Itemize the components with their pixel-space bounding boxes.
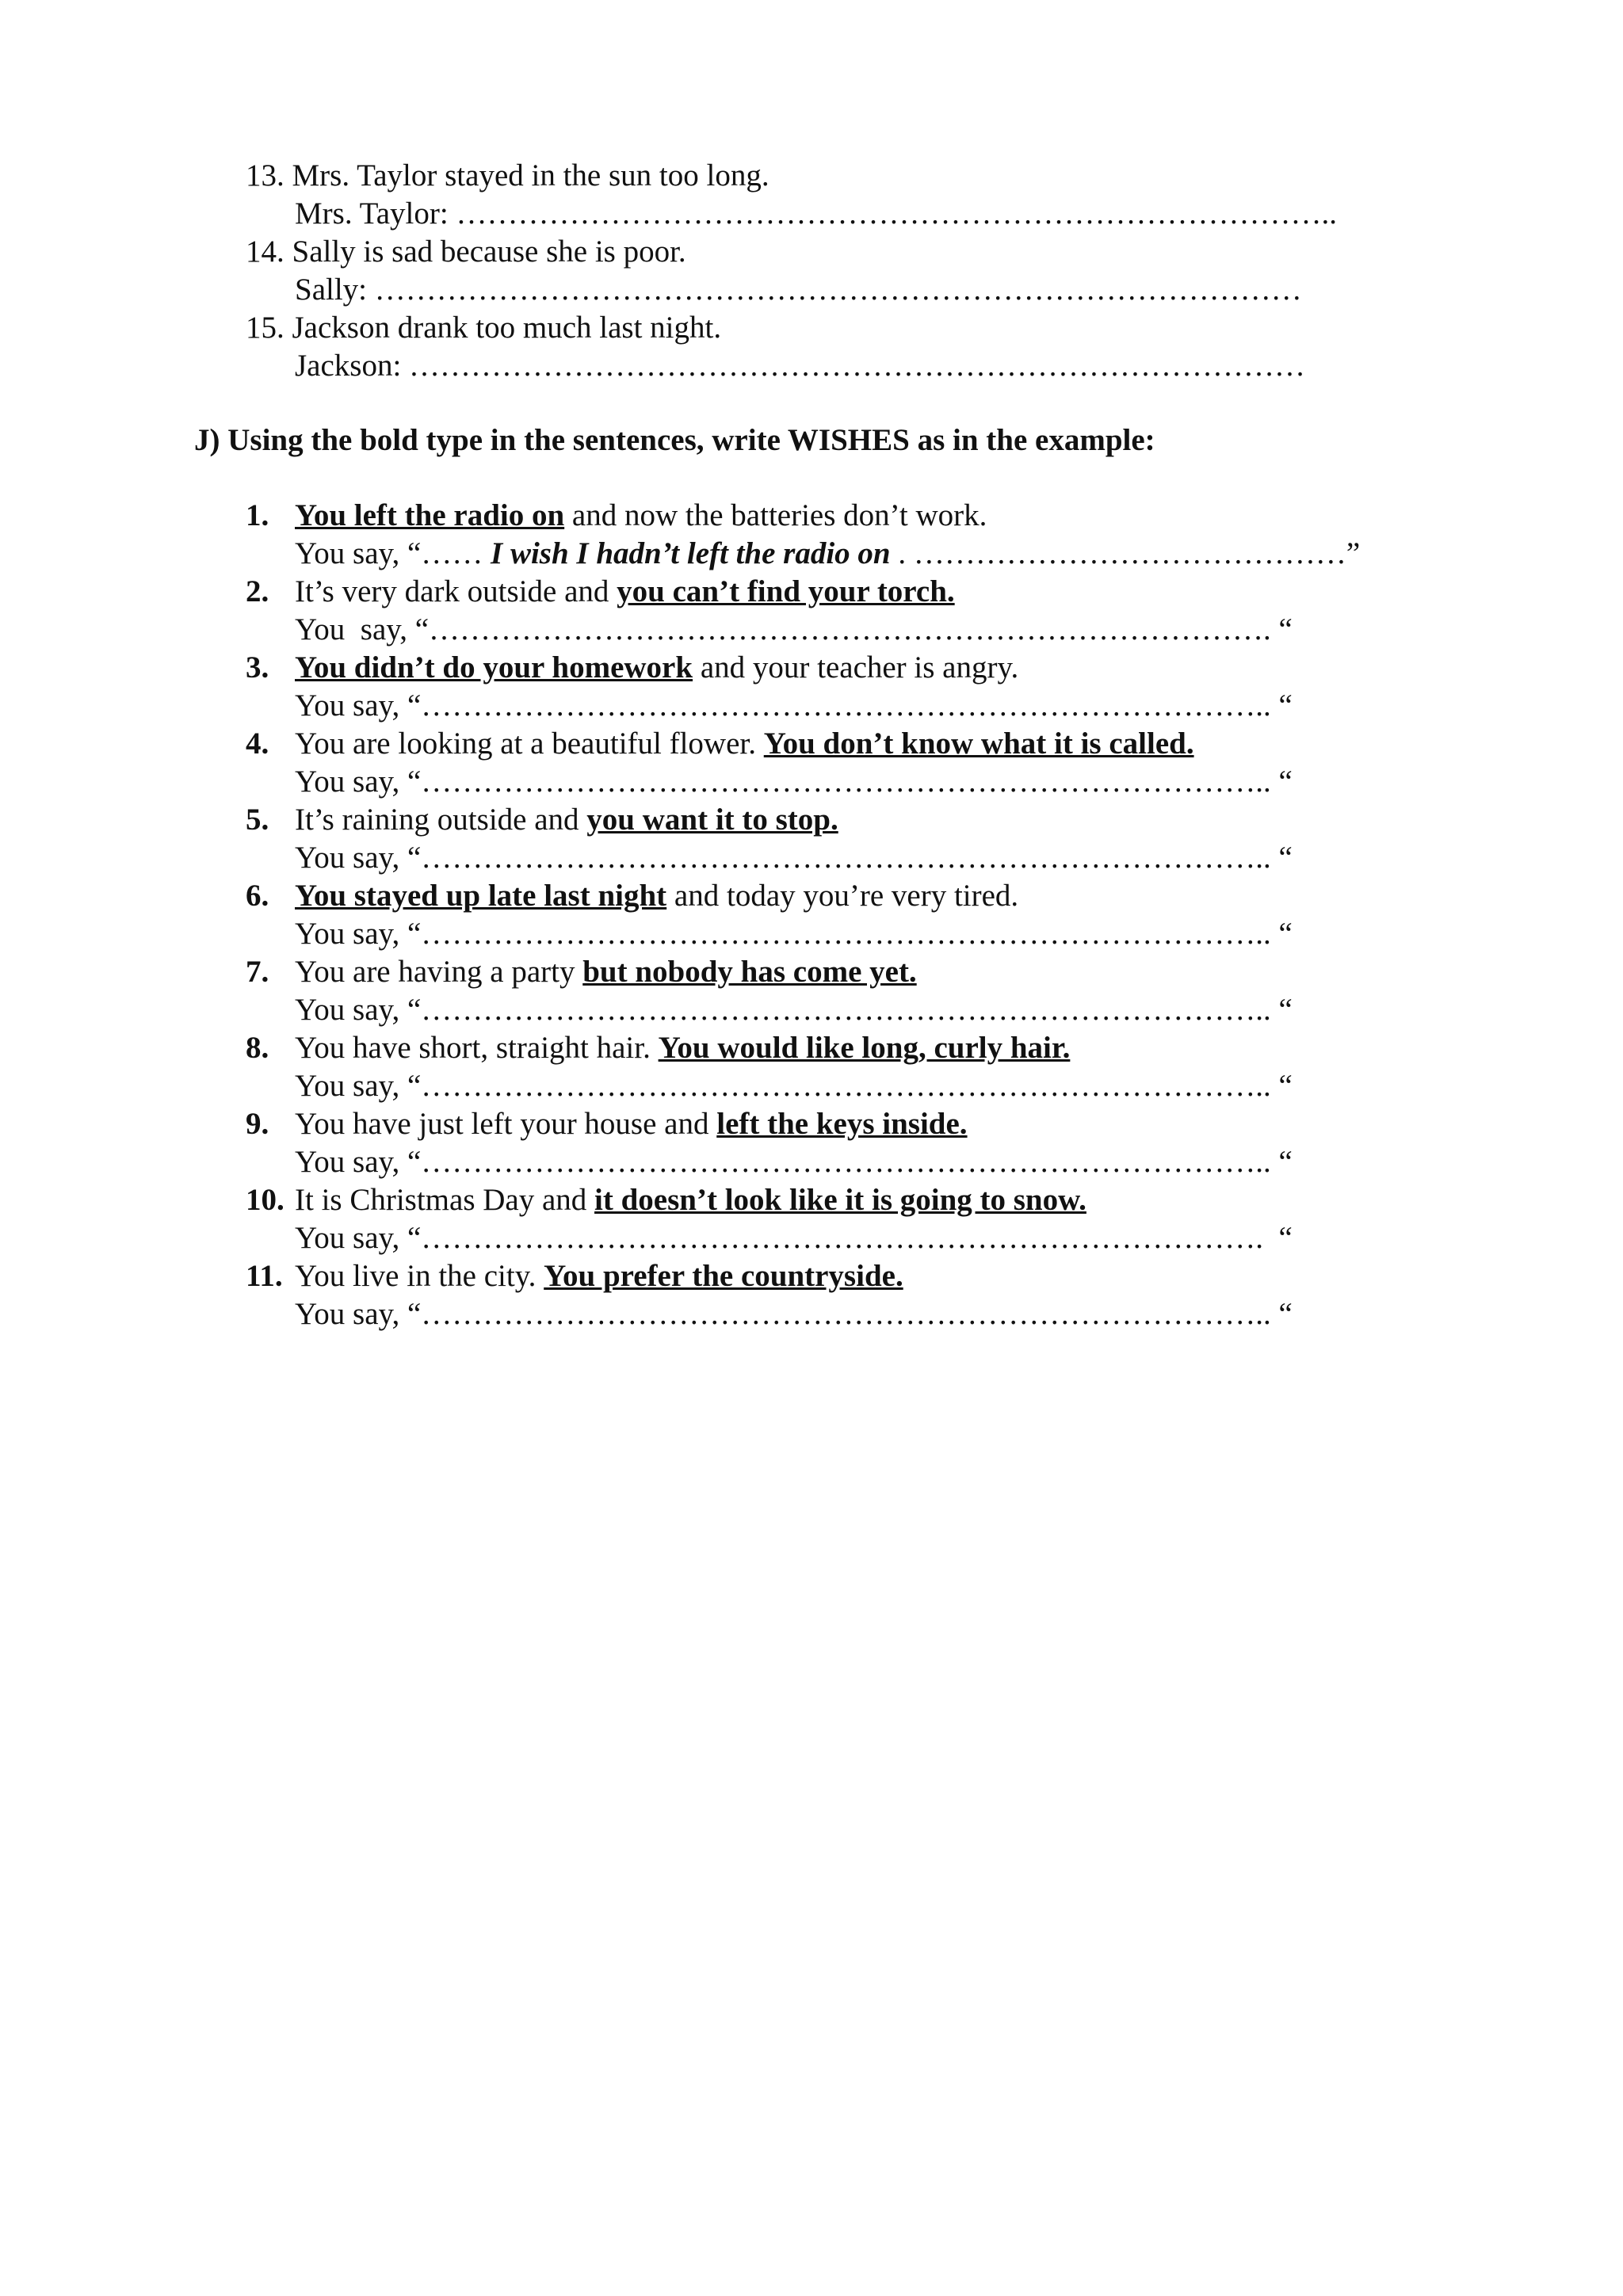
j-item-1-bold: You left the radio on [295, 498, 565, 532]
j-item-10-bold: it doesn’t look like it is going to snow. [594, 1183, 1086, 1217]
j-item-6-post: and today you’re very tired. [666, 879, 1019, 913]
j-item-4-number: 4. [246, 727, 269, 761]
j-item-2-sentence [246, 573, 955, 611]
item-14-sentence [246, 233, 686, 271]
item-13-sentence [246, 157, 769, 195]
j-item-5-answer-line: You say, “……………………………………………………………………….. “ [295, 841, 1293, 875]
j-item-3-bold: You didn’t do your homework [295, 650, 693, 685]
j-item-7-pre: You are having a party [295, 955, 583, 989]
j-item-8-bold: You would like long, curly hair. [658, 1031, 1071, 1065]
j-item-5-pre: It’s raining outside and [295, 803, 587, 837]
j-item-1-example: I wish I hadn’t left the radio on [491, 536, 891, 570]
j-item-8-number: 8. [246, 1031, 269, 1065]
item-15-sentence [246, 309, 721, 347]
j-item-6-bold: You stayed up late last night [295, 879, 667, 913]
j-item-4-pre: You are looking at a beautiful flower. [295, 727, 764, 761]
j-item-4-sentence [246, 725, 1194, 763]
j-item-3-sentence [246, 649, 1018, 687]
j-item-10-number: 10. [246, 1183, 285, 1217]
item-14-number: 14. [246, 235, 285, 269]
j-item-9-sentence [246, 1105, 968, 1143]
j-item-7-bold: but nobody has come yet. [582, 955, 917, 989]
item-14-text: Sally is sad because she is poor. [292, 235, 686, 269]
j-item-1-answer-line [295, 535, 1360, 573]
j-item-3-post: and your teacher is angry. [693, 650, 1019, 685]
j-item-2-bold: you can’t find your torch. [617, 574, 955, 608]
j-item-4-bold: You don’t know what it is called. [763, 727, 1194, 761]
j-item-3-number: 3. [246, 650, 269, 685]
j-item-11-number: 11. [246, 1259, 283, 1293]
j-item-11-bold: You prefer the countryside. [544, 1259, 903, 1293]
j-item-1-answer-start: You say, “…… [295, 536, 491, 570]
j-item-9-number: 9. [246, 1107, 269, 1141]
j-item-2-number: 2. [246, 574, 269, 608]
j-item-2-answer-line: You say, “………………………………………………………………………. “ [295, 612, 1293, 646]
j-item-8-sentence [246, 1029, 1070, 1067]
j-item-7-number: 7. [246, 955, 269, 989]
j-item-9-pre: You have just left your house and [295, 1107, 717, 1141]
j-item-11-answer-line: You say, “……………………………………………………………………….. “ [295, 1297, 1293, 1331]
j-item-5-sentence [246, 801, 838, 839]
item-13-text: Mrs. Taylor stayed in the sun too long. [292, 158, 769, 193]
j-item-5-number: 5. [246, 803, 269, 837]
j-item-2-pre: It’s very dark outside and [295, 574, 617, 608]
item-15-number: 15. [246, 311, 285, 345]
item-13-number: 13. [246, 158, 285, 193]
j-item-1-post: and now the batteries don’t work. [564, 498, 987, 532]
j-item-8-answer-line: You say, “……………………………………………………………………….. “ [295, 1069, 1293, 1103]
section-j-heading: J) Using the bold type in the sentences, write WISHES as in the example: [194, 423, 1155, 457]
item-15-answer-line: Jackson: …………………………………………………………………………… [295, 349, 1306, 383]
j-item-11-sentence [246, 1257, 903, 1295]
j-item-10-pre: It is Christmas Day and [295, 1183, 595, 1217]
j-item-7-answer-line: You say, “……………………………………………………………………….. “ [295, 993, 1293, 1027]
j-item-9-bold: left the keys inside. [716, 1107, 968, 1141]
j-item-6-sentence [246, 877, 1018, 915]
item-13-answer-line: Mrs. Taylor: ………………………………………………………………………….. [295, 196, 1337, 231]
j-item-4-answer-line: You say, “……………………………………………………………………….. “ [295, 765, 1293, 799]
j-item-1-sentence [246, 497, 987, 535]
j-item-8-pre: You have short, straight hair. [295, 1031, 659, 1065]
item-15-text: Jackson drank too much last night. [292, 311, 722, 345]
j-item-1-number: 1. [246, 498, 269, 532]
j-item-10-answer-line: You say, “………………………………………………………………………. “ [295, 1221, 1293, 1255]
j-item-1-answer-end: . ……………………………………” [890, 536, 1361, 570]
j-item-7-sentence [246, 953, 917, 991]
j-item-9-answer-line: You say, “……………………………………………………………………….. “ [295, 1145, 1293, 1179]
j-item-10-sentence [246, 1181, 1086, 1219]
j-item-6-number: 6. [246, 879, 269, 913]
j-item-3-answer-line: You say, “……………………………………………………………………….. “ [295, 688, 1293, 723]
j-item-11-pre: You live in the city. [295, 1259, 544, 1293]
j-item-6-answer-line: You say, “……………………………………………………………………….. “ [295, 917, 1293, 951]
j-item-5-bold: you want it to stop. [586, 803, 838, 837]
item-14-answer-line: Sally: ……………………………………………………………………………… [295, 273, 1302, 307]
